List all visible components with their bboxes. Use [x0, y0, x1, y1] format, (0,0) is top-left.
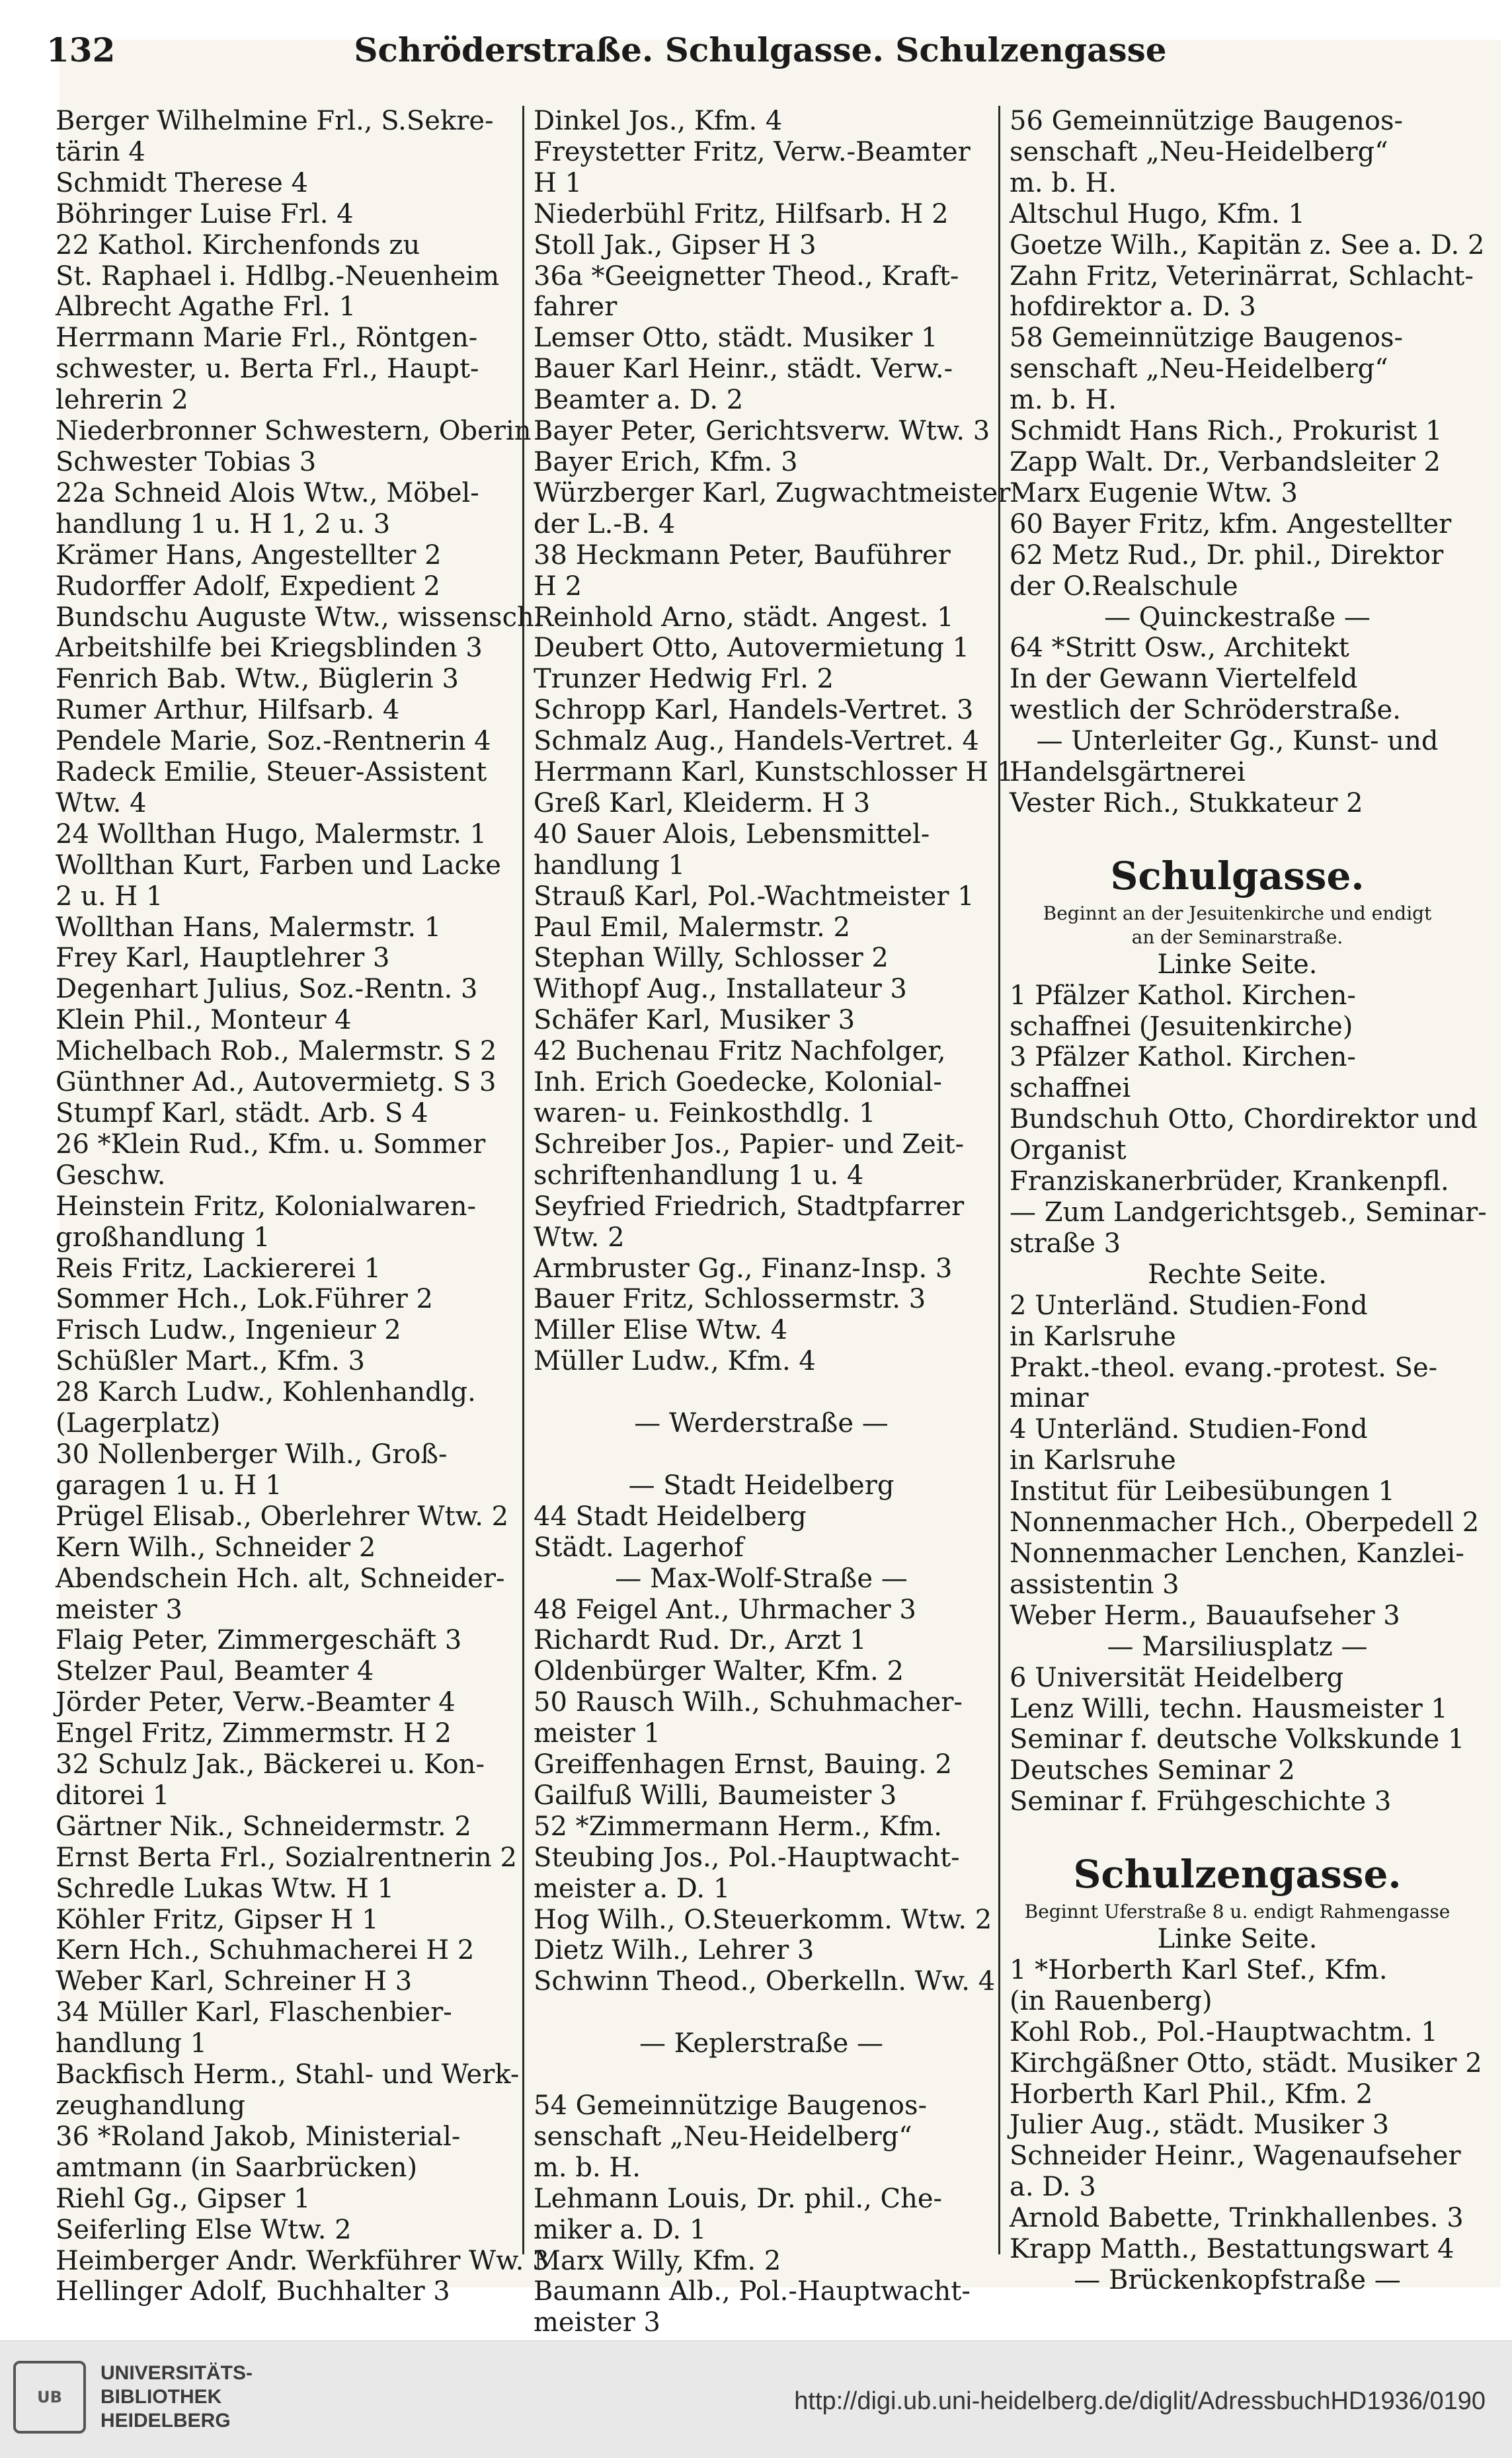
directory-line: Handelsgärtnerei [1010, 757, 1246, 788]
source-url-link[interactable]: http://digi.ub.uni-heidelberg.de/diglit/AdressbuchHD1936/0190 [794, 2387, 1486, 2415]
directory-line: schaffnei [1010, 1073, 1131, 1104]
directory-line: Krapp Matth., Bestattungswart 4 [1010, 2234, 1454, 2265]
directory-line: Stumpf Karl, städt. Arb. S 4 [56, 1098, 428, 1129]
directory-line: Nonnenmacher Hch., Oberpedell 2 [1010, 1507, 1480, 1538]
directory-line: Seminar f. deutsche Volkskunde 1 [1010, 1724, 1465, 1755]
directory-line: 44 Stadt Heidelberg [534, 1501, 807, 1532]
directory-line: Bundschuh Otto, Chordirektor und [1010, 1104, 1478, 1135]
directory-line: Flaig Peter, Zimmergeschäft 3 [56, 1625, 462, 1656]
directory-line: Kern Hch., Schuhmacherei H 2 [56, 1935, 475, 1966]
directory-line: Schwester Tobias 3 [56, 446, 317, 477]
directory-line: Krämer Hans, Angestellter 2 [56, 539, 442, 571]
directory-line: zeughandlung [56, 2090, 246, 2121]
directory-line: 62 Metz Rud., Dr. phil., Direktor [1010, 539, 1444, 571]
directory-line: — Stadt Heidelberg [628, 1470, 895, 1501]
directory-line: — Unterleiter Gg., Kunst- und [1036, 726, 1439, 757]
directory-line: der O.Realschule [1010, 571, 1238, 602]
directory-line: — Werderstraße — [634, 1408, 889, 1439]
directory-line: Würzberger Karl, Zugwachtmeister [534, 477, 1011, 508]
directory-line: 32 Schulz Jak., Bäckerei u. Kon- [56, 1749, 485, 1780]
directory-line: 58 Gemeinnützige Baugenos- [1010, 323, 1404, 354]
directory-line: meister a. D. 1 [534, 1873, 731, 1904]
directory-line: Zahn Fritz, Veterinärrat, Schlacht- [1010, 260, 1474, 292]
directory-line: 56 Gemeinnützige Baugenos- [1010, 106, 1404, 136]
directory-line: Julier Aug., städt. Musiker 3 [1010, 2110, 1390, 2141]
directory-line: Schropp Karl, Handels-Vertret. 3 [534, 695, 974, 726]
directory-line: Klein Phil., Monteur 4 [56, 1005, 352, 1036]
directory-line: Vester Rich., Stukkateur 2 [1010, 787, 1363, 818]
directory-line: Paul Emil, Malermstr. 2 [534, 912, 850, 943]
directory-line: Niederbühl Fritz, Hilfsarb. H 2 [534, 198, 949, 229]
directory-line: Geschw. [56, 1160, 166, 1191]
directory-line: Bayer Erich, Kfm. 3 [534, 446, 798, 477]
directory-line: (Lagerplatz) [56, 1408, 221, 1439]
directory-line: — Marsiliusplatz — [1107, 1631, 1368, 1662]
directory-line: handlung 1 [56, 2028, 208, 2059]
directory-line: 1 *Horberth Karl Stef., Kfm. [1010, 1954, 1388, 1985]
directory-line: waren- u. Feinkosthdlg. 1 [534, 1098, 876, 1129]
directory-line: 22 Kathol. Kirchenfonds zu [56, 229, 420, 260]
directory-line: Linke Seite. [1157, 1924, 1318, 1955]
directory-line: Schwinn Theod., Oberkelln. Ww. 4 [534, 1966, 996, 1997]
directory-line: Engel Fritz, Zimmermstr. H 2 [56, 1718, 452, 1749]
directory-line: — Keplerstraße — [639, 2028, 884, 2059]
column-left [46, 106, 549, 2307]
directory-line: Michelbach Rob., Malermstr. S 2 [56, 1036, 497, 1067]
directory-line: (in Rauenberg) [1010, 1985, 1213, 2016]
directory-line: Heimberger Andr. Werkführer Ww. 3 [56, 2245, 549, 2276]
directory-line: fahrer [534, 292, 617, 323]
directory-line: meister 1 [534, 1718, 660, 1749]
directory-line: Wtw. 4 [56, 787, 147, 818]
directory-line: senschaft „Neu-Heidelberg“ [1010, 354, 1388, 385]
directory-line: Herrmann Marie Frl., Röntgen- [56, 323, 478, 354]
directory-line: senschaft „Neu-Heidelberg“ [534, 2121, 912, 2152]
directory-line [1010, 819, 1465, 850]
directory-line: hofdirektor a. D. 3 [1010, 292, 1256, 323]
directory-line: ditorei 1 [56, 1780, 170, 1811]
directory-line: Weber Karl, Schreiner H 3 [56, 1966, 413, 1997]
directory-line: Bayer Peter, Gerichtsverw. Wtw. 3 [534, 416, 990, 447]
directory-line: 24 Wollthan Hugo, Malermstr. 1 [56, 818, 487, 850]
directory-line: Berger Wilhelmine Frl., S.Sekre- [56, 106, 494, 136]
directory-line: In der Gewann Viertelfeld [1010, 664, 1358, 695]
directory-line: an der Seminarstraße. [1131, 926, 1343, 948]
library-seal-icon: UB [13, 2361, 86, 2434]
directory-line: Seiferling Else Wtw. 2 [56, 2214, 352, 2245]
directory-line: Radeck Emilie, Steuer-Assistent [56, 757, 487, 788]
directory-line: Rumer Arthur, Hilfsarb. 4 [56, 695, 400, 726]
directory-line: minar [1010, 1383, 1089, 1414]
directory-line: — Quinckestraße — [1104, 602, 1371, 633]
directory-line: Linke Seite. [1157, 949, 1318, 980]
directory-line: 28 Karch Ludw., Kohlenhandlg. [56, 1377, 476, 1408]
directory-line: lehrerin 2 [56, 385, 188, 416]
directory-line [534, 2059, 989, 2090]
directory-line: Deutsches Seminar 2 [1010, 1755, 1295, 1786]
directory-line: Bauer Karl Heinr., städt. Verw.- [534, 354, 953, 385]
directory-line: meister 3 [534, 2307, 660, 2338]
directory-line [534, 1377, 989, 1408]
library-logo[interactable] [13, 2361, 253, 2434]
directory-line: H 2 [534, 571, 582, 602]
directory-line: Greiffenhagen Ernst, Bauing. 2 [534, 1749, 952, 1780]
directory-line: H 1 [534, 167, 582, 198]
directory-line: 52 *Zimmermann Herm., Kfm. [534, 1811, 942, 1842]
directory-line: westlich der Schröderstraße. [1010, 695, 1401, 726]
directory-line: handlung 1 [534, 850, 686, 881]
directory-line: Gailfuß Willi, Baumeister 3 [534, 1780, 897, 1811]
directory-line: Seyfried Friedrich, Stadtpfarrer [534, 1191, 965, 1222]
directory-line: 40 Sauer Alois, Lebensmittel- [534, 818, 930, 850]
directory-line: miker a. D. 1 [534, 2214, 707, 2245]
directory-line: Kohl Rob., Pol.-Hauptwachtm. 1 [1010, 2016, 1438, 2047]
directory-line [534, 1997, 989, 2028]
directory-line: Wollthan Kurt, Farben und Lacke [56, 850, 501, 881]
directory-line: straße 3 [1010, 1228, 1121, 1259]
directory-line: Lenz Willi, techn. Hausmeister 1 [1010, 1693, 1448, 1724]
directory-line: — Brückenkopfstraße — [1074, 2265, 1401, 2295]
directory-line: Oldenbürger Walter, Kfm. 2 [534, 1656, 904, 1687]
logo-line: UNIVERSITÄTS- [100, 2362, 253, 2384]
directory-line: m. b. H. [534, 2152, 641, 2183]
directory-line: Schulgasse. [1110, 853, 1365, 898]
directory-line: Bundschu Auguste Wtw., wissensch. [56, 602, 543, 633]
directory-line: m. b. H. [1010, 385, 1117, 416]
directory-line: Strauß Karl, Pol.-Wachtmeister 1 [534, 881, 975, 912]
directory-line: 38 Heckmann Peter, Bauführer [534, 539, 951, 571]
directory-line: m. b. H. [1010, 167, 1117, 198]
directory-line: Franziskanerbrüder, Krankenpfl. [1010, 1166, 1449, 1197]
directory-line: Schäfer Karl, Musiker 3 [534, 1005, 855, 1036]
directory-line: Lemser Otto, städt. Musiker 1 [534, 323, 938, 354]
directory-line: Marx Eugenie Wtw. 3 [1010, 477, 1298, 508]
directory-line: 6 Universität Heidelberg [1010, 1662, 1344, 1693]
directory-line: Greß Karl, Kleiderm. H 3 [534, 787, 871, 818]
directory-line: schriftenhandlung 1 u. 4 [534, 1160, 864, 1191]
directory-line: schaffnei (Jesuitenkirche) [1010, 1011, 1353, 1042]
directory-line: Ernst Berta Frl., Sozialrentnerin 2 [56, 1842, 517, 1873]
directory-line: Altschul Hugo, Kfm. 1 [1010, 198, 1305, 229]
directory-line: Sommer Hch., Lok.Führer 2 [56, 1284, 433, 1315]
directory-line: 2 u. H 1 [56, 881, 163, 912]
directory-line [534, 1439, 989, 1470]
directory-line: Schmidt Hans Rich., Prokurist 1 [1010, 416, 1443, 447]
directory-line: Frisch Ludw., Ingenieur 2 [56, 1315, 401, 1346]
directory-line: schwester, u. Berta Frl., Haupt- [56, 354, 479, 385]
directory-line [1010, 1817, 1465, 1848]
directory-line: Schneider Heinr., Wagenaufseher [1010, 2141, 1461, 2172]
page-number: 132 [46, 30, 116, 69]
directory-line: 22a Schneid Alois Wtw., Möbel- [56, 477, 479, 508]
page-header [46, 13, 1474, 86]
directory-line: — Max-Wolf-Straße — [615, 1563, 908, 1594]
directory-line: a. D. 3 [1010, 2172, 1096, 2203]
directory-line: senschaft „Neu-Heidelberg“ [1010, 136, 1388, 167]
directory-line: 2 Unterländ. Studien-Fond [1010, 1290, 1368, 1321]
directory-line: Herrmann Karl, Kunstschlosser H 1 [534, 757, 1014, 788]
directory-line: Bauer Fritz, Schlossermstr. 3 [534, 1284, 926, 1315]
directory-line: Withopf Aug., Installateur 3 [534, 974, 907, 1005]
directory-line: Schmalz Aug., Handels-Vertret. 4 [534, 726, 979, 757]
column-middle [522, 106, 1014, 2338]
directory-line: Institut für Leibesübungen 1 [1010, 1476, 1395, 1507]
directory-line: Deubert Otto, Autovermietung 1 [534, 633, 970, 664]
directory-line: Trunzer Hedwig Frl. 2 [534, 664, 834, 695]
footer-bar [0, 2340, 1512, 2458]
directory-line: Müller Ludw., Kfm. 4 [534, 1346, 816, 1377]
directory-line: Freystetter Fritz, Verw.-Beamter [534, 136, 971, 167]
directory-line: Lehmann Louis, Dr. phil., Che- [534, 2183, 943, 2214]
directory-line: Köhler Fritz, Gipser H 1 [56, 1904, 379, 1935]
directory-line: Armbruster Gg., Finanz-Insp. 3 [534, 1253, 953, 1284]
directory-line: Beginnt Uferstraße 8 u. endigt Rahmengasse [1024, 1901, 1451, 1923]
directory-line: großhandlung 1 [56, 1222, 270, 1253]
directory-line: meister 3 [56, 1594, 182, 1625]
directory-line: Goetze Wilh., Kapitän z. See a. D. 2 [1010, 229, 1485, 260]
directory-line: 3 Pfälzer Kathol. Kirchen- [1010, 1042, 1356, 1073]
directory-line: 36 *Roland Jakob, Ministerial- [56, 2121, 461, 2152]
directory-line: Nonnenmacher Lenchen, Kanzlei- [1010, 1538, 1464, 1569]
directory-line: St. Raphael i. Hdlbg.-Neuenheim [56, 260, 500, 292]
directory-columns [46, 106, 1487, 2338]
directory-line: Abendschein Hch. alt, Schneider- [56, 1563, 505, 1594]
directory-line: der L.-B. 4 [534, 508, 676, 539]
directory-line: Miller Elise Wtw. 4 [534, 1315, 788, 1346]
directory-line: Riehl Gg., Gipser 1 [56, 2183, 311, 2214]
directory-line: 48 Feigel Ant., Uhrmacher 3 [534, 1594, 916, 1625]
directory-line: 64 *Stritt Osw., Architekt [1010, 633, 1349, 664]
directory-line: garagen 1 u. H 1 [56, 1470, 282, 1501]
directory-line: Prügel Elisab., Oberlehrer Wtw. 2 [56, 1501, 509, 1532]
logo-line: BIBLIOTHEK [100, 2386, 222, 2408]
directory-line: assistentin 3 [1010, 1569, 1179, 1600]
directory-line: Jörder Peter, Verw.-Beamter 4 [56, 1687, 456, 1718]
directory-line: Marx Willy, Kfm. 2 [534, 2245, 781, 2276]
directory-line: 1 Pfälzer Kathol. Kirchen- [1010, 980, 1356, 1011]
directory-line: Arnold Babette, Trinkhallenbes. 3 [1010, 2203, 1464, 2234]
directory-line: 26 *Klein Rud., Kfm. u. Sommer [56, 1129, 486, 1160]
directory-line: 42 Buchenau Fritz Nachfolger, [534, 1036, 946, 1067]
directory-line: Hog Wilh., O.Steuerkomm. Wtw. 2 [534, 1904, 992, 1935]
directory-line: Schulzengasse. [1073, 1852, 1402, 1897]
directory-line: 4 Unterländ. Studien-Fond [1010, 1414, 1368, 1445]
column-right [998, 106, 1487, 2295]
directory-line: Reis Fritz, Lackiererei 1 [56, 1253, 381, 1284]
directory-line: Rechte Seite. [1148, 1259, 1327, 1290]
directory-line: Baumann Alb., Pol.-Hauptwacht- [534, 2276, 971, 2307]
directory-line: Städt. Lagerhof [534, 1532, 744, 1563]
directory-line: Heinstein Fritz, Kolonialwaren- [56, 1191, 477, 1222]
directory-line: Inh. Erich Goedecke, Kolonial- [534, 1067, 942, 1098]
directory-line: Horberth Karl Phil., Kfm. 2 [1010, 2079, 1373, 2110]
directory-line: Wollthan Hans, Malermstr. 1 [56, 912, 442, 943]
directory-line: 36a *Geeignetter Theod., Kraft- [534, 260, 959, 292]
directory-line: Schreiber Jos., Papier- und Zeit- [534, 1129, 965, 1160]
directory-line: tärin 4 [56, 136, 145, 167]
logo-line: HEIDELBERG [100, 2410, 231, 2432]
directory-line: in Karlsruhe [1010, 1445, 1176, 1476]
directory-line: Niederbronner Schwestern, Oberin [56, 416, 532, 447]
directory-line: Zapp Walt. Dr., Verbandsleiter 2 [1010, 446, 1441, 477]
directory-line: Albrecht Agathe Frl. 1 [56, 292, 356, 323]
directory-line: Schredle Lukas Wtw. H 1 [56, 1873, 394, 1904]
directory-line: Dinkel Jos., Kfm. 4 [534, 106, 783, 136]
directory-line: Steubing Jos., Pol.-Hauptwacht- [534, 1842, 960, 1873]
directory-line: 34 Müller Karl, Flaschenbier- [56, 1997, 452, 2028]
directory-line: Richardt Rud. Dr., Arzt 1 [534, 1625, 867, 1656]
directory-line: 54 Gemeinnützige Baugenos- [534, 2090, 928, 2121]
directory-line: Beginnt an der Jesuitenkirche und endigt [1043, 902, 1432, 924]
directory-line: 60 Bayer Fritz, kfm. Angestellter [1010, 508, 1452, 539]
directory-line: in Karlsruhe [1010, 1321, 1176, 1352]
directory-line: Schmidt Therese 4 [56, 167, 308, 198]
directory-line: Backfisch Herm., Stahl- und Werk- [56, 2059, 520, 2090]
directory-line: — Zum Landgerichtsgeb., Seminar- [1010, 1197, 1487, 1228]
directory-line: Schüßler Mart., Kfm. 3 [56, 1346, 365, 1377]
directory-line: Dietz Wilh., Lehrer 3 [534, 1935, 815, 1966]
directory-line: 30 Nollenberger Wilh., Groß- [56, 1439, 448, 1470]
directory-line: Arbeitshilfe bei Kriegsblinden 3 [56, 633, 483, 664]
directory-line: Wtw. 2 [534, 1222, 625, 1253]
directory-line: Organist [1010, 1135, 1127, 1166]
directory-line: handlung 1 u. H 1, 2 u. 3 [56, 508, 391, 539]
directory-line: Fenrich Bab. Wtw., Büglerin 3 [56, 664, 459, 695]
directory-line: Stelzer Paul, Beamter 4 [56, 1656, 374, 1687]
directory-line: Pendele Marie, Soz.-Rentnerin 4 [56, 726, 491, 757]
directory-line: Degenhart Julius, Soz.-Rentn. 3 [56, 974, 478, 1005]
directory-line: Prakt.-theol. evang.-protest. Se- [1010, 1352, 1438, 1383]
directory-line: Beamter a. D. 2 [534, 385, 744, 416]
directory-line: Hellinger Adolf, Buchhalter 3 [56, 2276, 450, 2307]
directory-line: Frey Karl, Hauptlehrer 3 [56, 943, 390, 974]
directory-line: Kern Wilh., Schneider 2 [56, 1532, 376, 1563]
directory-line: Böhringer Luise Frl. 4 [56, 198, 354, 229]
page-title: Schröderstraße. Schulgasse. Schulzengasse [354, 30, 1167, 69]
directory-line: Günthner Ad., Autovermietg. S 3 [56, 1067, 497, 1098]
directory-line: Seminar f. Frühgeschichte 3 [1010, 1786, 1392, 1817]
directory-line: amtmann (in Saarbrücken) [56, 2152, 418, 2183]
directory-line: Kirchgäßner Otto, städt. Musiker 2 [1010, 2047, 1482, 2079]
directory-line: Stephan Willy, Schlosser 2 [534, 943, 889, 974]
directory-line: Stoll Jak., Gipser H 3 [534, 229, 816, 260]
directory-line: 50 Rausch Wilh., Schuhmacher- [534, 1687, 963, 1718]
directory-line: Reinhold Arno, städt. Angest. 1 [534, 602, 954, 633]
library-logo-text [100, 2361, 253, 2433]
directory-line: Rudorffer Adolf, Expedient 2 [56, 571, 440, 602]
directory-line: Weber Herm., Bauaufseher 3 [1010, 1600, 1400, 1631]
directory-line: Gärtner Nik., Schneidermstr. 2 [56, 1811, 471, 1842]
